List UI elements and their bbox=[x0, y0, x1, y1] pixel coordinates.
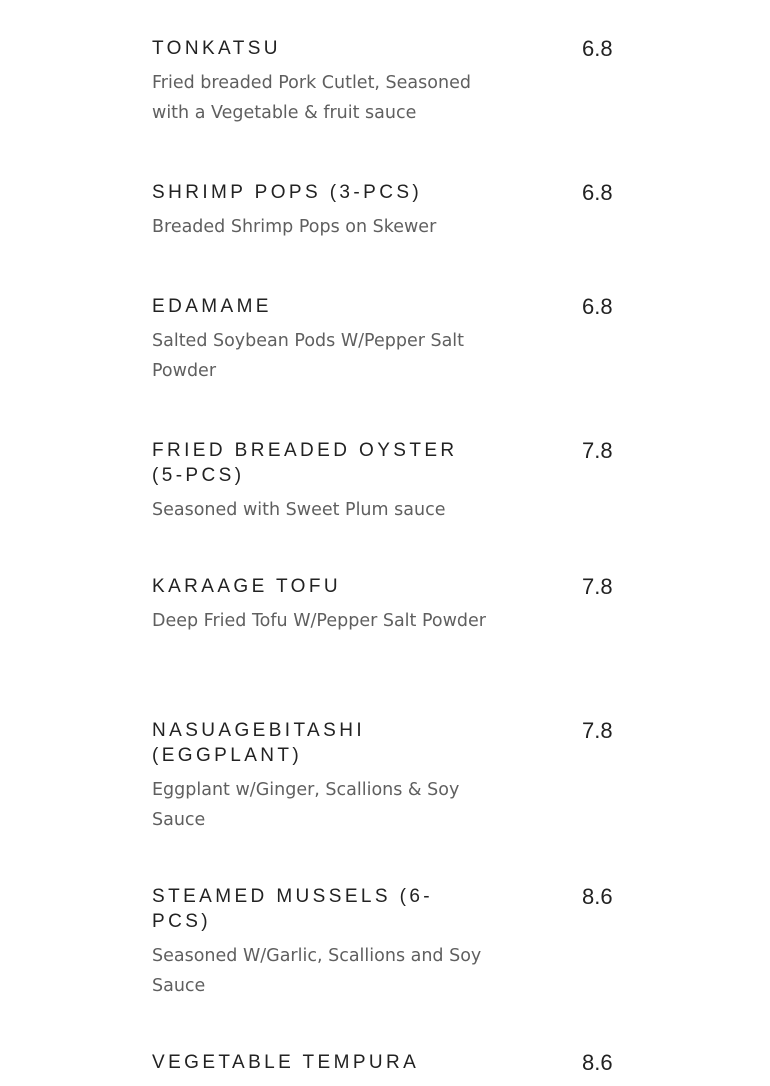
menu-item bbox=[152, 574, 622, 636]
menu-item-name: EDAMAME bbox=[152, 296, 272, 317]
menu-item-description: Eggplant w/Ginger, Scallions & Soy Sauce bbox=[152, 780, 460, 830]
menu-item-name: NASUAGEBITASHI (EGGPLANT) bbox=[152, 720, 366, 766]
menu-item-description: Fried breaded Pork Cutlet, Seasoned with a Vegetable & fruit sauce bbox=[152, 73, 471, 123]
menu-item-name: VEGETABLE TEMPURA bbox=[152, 1052, 420, 1073]
menu-item bbox=[152, 180, 622, 242]
menu-item-price: 8.6 bbox=[582, 884, 613, 909]
menu-item bbox=[152, 294, 622, 386]
menu-item bbox=[152, 438, 622, 525]
menu-item bbox=[152, 36, 622, 128]
menu-item-description: Deep Fried Tofu W/Pepper Salt Powder bbox=[152, 611, 486, 631]
menu-item-name: TONKATSU bbox=[152, 38, 281, 59]
menu-item bbox=[152, 884, 622, 1001]
menu-item-price: 7.8 bbox=[582, 574, 613, 599]
menu-item-name: FRIED BREADED OYSTER (5-PCS) bbox=[152, 440, 458, 486]
menu-item-description: Seasoned W/Garlic, Scallions and Soy Sauce bbox=[152, 946, 482, 996]
menu-item-price: 6.8 bbox=[582, 36, 613, 61]
menu-item bbox=[152, 718, 622, 835]
menu-item-description: Salted Soybean Pods W/Pepper Salt Powder bbox=[152, 331, 465, 381]
menu-item-price: 7.8 bbox=[582, 438, 613, 463]
menu-item-price: 7.8 bbox=[582, 718, 613, 743]
menu-item-name: KARAAGE TOFU bbox=[152, 576, 341, 597]
menu-item-price: 6.8 bbox=[582, 294, 613, 319]
menu-item-name: STEAMED MUSSELS (6-PCS) bbox=[152, 886, 434, 932]
menu-item-price: 6.8 bbox=[582, 180, 613, 205]
menu-item-name: SHRIMP POPS (3-PCS) bbox=[152, 182, 423, 203]
menu-item-description: Seasoned with Sweet Plum sauce bbox=[152, 500, 446, 520]
menu-item-price: 8.6 bbox=[582, 1050, 613, 1075]
menu-item-description: Breaded Shrimp Pops on Skewer bbox=[152, 217, 437, 237]
menu-item bbox=[152, 1050, 622, 1075]
